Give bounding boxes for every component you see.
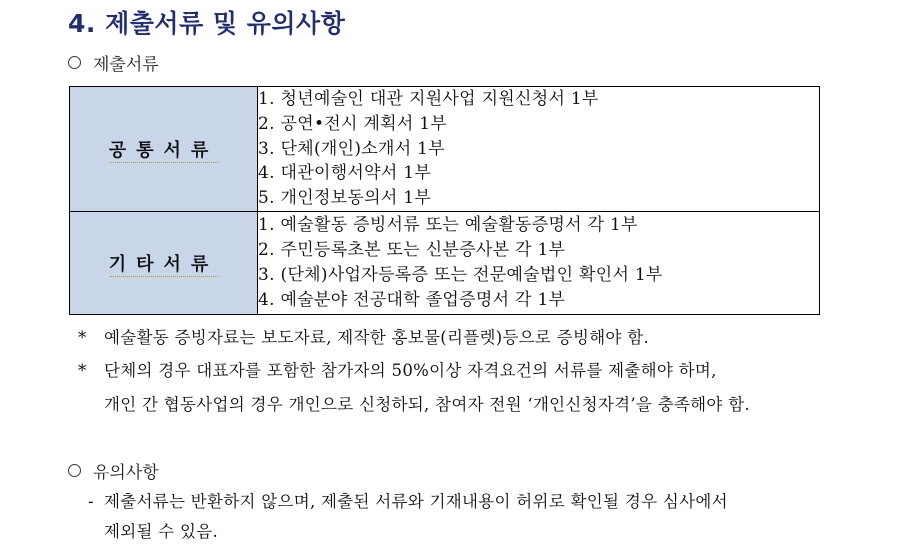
note-proof-materials: * 예술활동 증빙자료는 보도자료, 제작한 홍보물(리플렛)등으로 증빙해야 함. <box>78 322 649 354</box>
note-group-eligibility-continued: 개인 간 협동사업의 경우 개인으로 신청하되, 참여자 전원 ‘개인신청자격’을 충족해야 함. <box>104 395 750 414</box>
list-item: 3. (단체)사업자등록증 또는 전문예술법인 확인서 1부 <box>258 265 663 285</box>
list-item: 5. 개인정보동의서 1부 <box>258 188 432 209</box>
list-item: 1. 예술활동 증빙서류 또는 예술활동증명서 각 1부 <box>258 215 638 236</box>
caution-item-continued: 제외될 수 있음. <box>104 522 219 541</box>
asterisk-mark: * <box>78 328 87 347</box>
dash-mark: - <box>88 492 94 511</box>
common-docs-label: 공통서류 <box>70 87 258 212</box>
asterisk-mark: * <box>78 361 87 380</box>
list-item: 4. 대관이행서약서 1부 <box>258 163 432 184</box>
circle-bullet-icon <box>68 56 81 69</box>
section-label: 유의사항 <box>93 463 159 483</box>
section-heading-cautions <box>68 458 159 483</box>
page-title: 4. 제출서류 및 유의사항 <box>68 9 346 38</box>
table-row-common <box>70 87 820 212</box>
common-docs-list <box>258 87 820 212</box>
list-item: 2. 주민등록초본 또는 신분증사본 각 1부 <box>258 240 566 261</box>
list-item: 2. 공연•전시 계획서 1부 <box>258 113 448 134</box>
list-item: 1. 청년예술인 대관 지원사업 지원신청서 1부 <box>258 89 599 109</box>
other-docs-label: 기타서류 <box>70 212 258 315</box>
documents-table <box>69 86 820 315</box>
list-item: 4. 예술분야 전공대학 졸업증명서 각 1부 <box>258 289 566 310</box>
caution-item: - 제출서류는 반환하지 않으며, 제출된 서류와 기재내용이 허위로 확인될 경우 심사에서 <box>88 486 728 518</box>
section-heading-submission <box>68 50 159 75</box>
section-label: 제출서류 <box>93 55 159 75</box>
list-item: 3. 단체(개인)소개서 1부 <box>258 138 445 159</box>
circle-bullet-icon <box>68 464 81 477</box>
other-docs-list <box>258 212 820 315</box>
note-group-eligibility: * 단체의 경우 대표자를 포함한 참가자의 50%이상 자격요건의 서류를 제출해야 하며, <box>78 355 717 387</box>
table-row-other <box>70 212 820 315</box>
